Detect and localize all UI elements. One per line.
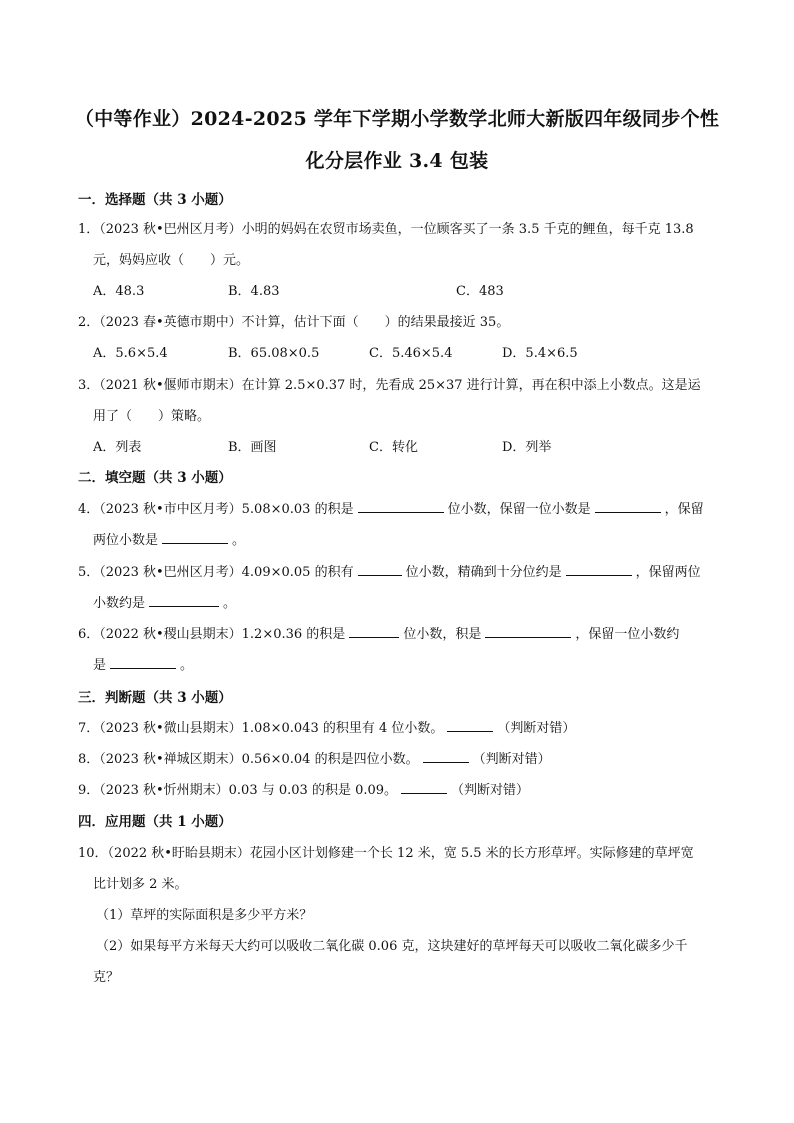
question-10-text-cont: 比计划多 2 米。 [93,877,188,892]
question-4-text-d: 两位小数是 [93,533,159,548]
question-4-line2 [93,529,245,548]
question-4-text-e: 。 [232,533,246,548]
question-5-line2 [93,592,236,611]
question-2-option-a: A．5.6×5.4 [93,346,168,361]
question-9-text: 9．（2023 秋•忻州期末）0.03 与 0.03 的积是 0.09。 [78,783,398,798]
question-5-line1 [78,561,701,580]
question-4-text-a: 4．（2023 秋•市中区月考）5.08×0.03 的积是 [78,502,354,517]
question-6-text-d: 是 [93,658,107,673]
question-3-text: 3．（2021 秋•偃师市期末）在计算 2.5×0.37 时，先看成 25×37 进行计算，再在积中添上小数点。这是运 [78,378,701,393]
question-2-text: 2．（2023 春•英德市期中）不计算，估计下面（ ）的结果最接近 35。 [78,315,510,330]
question-5-text-a: 5．（2023 秋•巴州区月考）4.09×0.05 的积有 [78,565,354,580]
page-title-line2: 化分层作业 3.4 包装 [305,150,489,172]
section-heading-fill: 二．填空题（共 3 小题） [78,470,232,486]
question-8-blank[interactable] [423,748,469,763]
question-6-text-e: 。 [180,658,194,673]
question-6-line1 [78,623,679,642]
question-4-line1 [78,498,704,517]
question-5-text-e: 。 [223,596,237,611]
question-6-blank-2[interactable] [485,623,571,638]
question-10-sub-2: （2）如果每平方米每天大约可以吸收二氧化碳 0.06 克，这块建好的草坪每天可以吸收二氧化碳多少千 [96,939,688,954]
question-3-option-c: C．转化 [369,440,418,455]
question-7-line [78,717,575,736]
question-8-suffix: （判断对错） [472,752,551,767]
question-10-sub-1: （1）草坪的实际面积是多少平方米？ [96,908,313,923]
question-9-blank[interactable] [401,779,447,794]
question-5-blank-2[interactable] [566,561,632,576]
question-1-option-a: A．48.3 [93,284,145,299]
question-3-option-a: A．列表 [93,440,142,455]
question-2-option-d: D．5.4×6.5 [502,346,578,361]
question-9-line [78,779,529,798]
question-7-text: 7．（2023 秋•微山县期末）1.08×0.043 的积里有 4 位小数。 [78,721,444,736]
question-1-option-c: C．483 [456,284,504,299]
question-5-blank-1[interactable] [358,561,402,576]
question-3-text-cont: 用了（ ）策略。 [93,409,211,424]
question-1-text: 1．（2023 秋•巴州区月考）小明的妈妈在农贸市场卖鱼，一位顾客买了一条 3.5 千克的鲤鱼，每千克 13.8 [78,222,694,237]
question-4-text-c: ，保留 [664,502,704,517]
question-6-text-c: ，保留一位小数约 [575,627,680,642]
question-4-blank-2[interactable] [595,498,661,513]
question-1-text-cont: 元，妈妈应收（ ）元。 [93,253,250,268]
question-8-line [78,748,551,767]
section-heading-judge: 三．判断题（共 3 小题） [78,690,232,706]
question-6-line2 [93,654,193,673]
question-6-text-b: 位小数，积是 [403,627,482,642]
section-heading-choice: 一．选择题（共 3 小题） [78,192,232,208]
question-6-text-a: 6．（2022 秋•稷山县期末）1.2×0.36 的积是 [78,627,346,642]
section-heading-application: 四．应用题（共 1 小题） [78,814,232,830]
question-6-blank-3[interactable] [110,654,176,669]
question-3-option-d: D．列举 [502,440,552,455]
question-9-suffix: （判断对错） [451,783,530,798]
question-4-text-b: 位小数，保留一位小数是 [447,502,591,517]
question-2-option-b: B．65.08×0.5 [228,346,320,361]
question-3-option-b: B．画图 [228,440,277,455]
question-5-text-b: 位小数，精确到十分位约是 [405,565,562,580]
question-2-option-c: C．5.46×5.4 [369,346,453,361]
question-6-blank-1[interactable] [349,623,399,638]
question-10-sub-2-cont: 克？ [93,970,120,985]
question-10-text: 10．（2022 秋•盱眙县期末）花园小区计划修建一个长 12 米，宽 5.5 米的长方形草坪。实际修建的草坪宽 [78,846,694,861]
question-5-text-d: 小数约是 [93,596,146,611]
question-1-option-b: B．4.83 [228,284,280,299]
page-title-line1: （中等作业）2024-2025 学年下学期小学数学北师大新版四年级同步个性 [74,108,720,130]
question-7-blank[interactable] [447,717,493,732]
question-7-suffix: （判断对错） [497,721,576,736]
question-5-text-c: ，保留两位 [635,565,701,580]
question-5-blank-3[interactable] [149,592,219,607]
question-4-blank-1[interactable] [358,498,444,513]
question-8-text: 8．（2023 秋•禅城区期末）0.56×0.04 的积是四位小数。 [78,752,419,767]
question-4-blank-3[interactable] [162,529,228,544]
